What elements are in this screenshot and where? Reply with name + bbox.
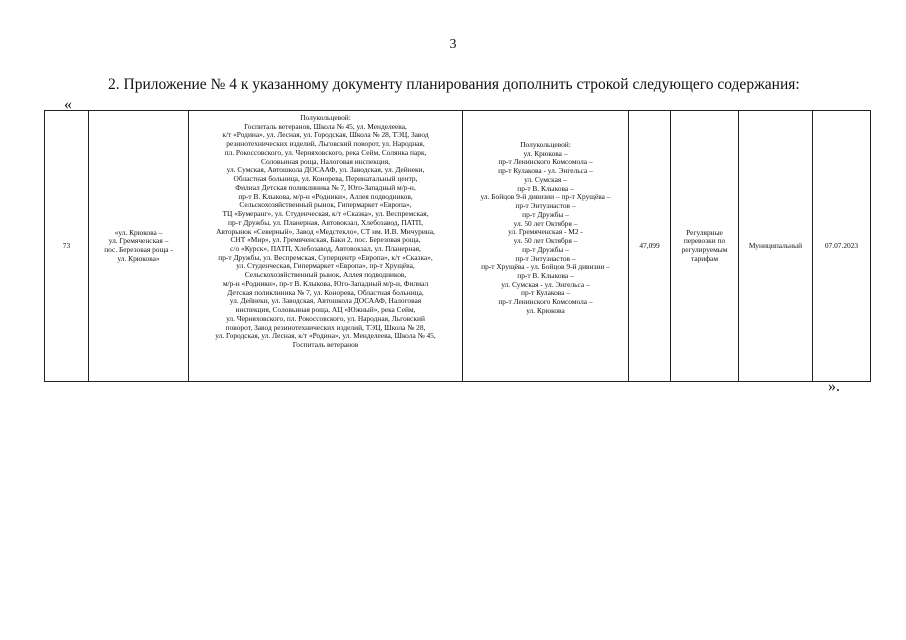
- transport-type-cell: [671, 111, 739, 382]
- stops-cell: [189, 111, 463, 382]
- table-row: [45, 111, 871, 382]
- route-number-cell: [45, 111, 89, 382]
- opening-quote-mark: «: [64, 96, 72, 113]
- route-level-cell: [739, 111, 813, 382]
- route-date: 07.07.2023: [824, 240, 859, 250]
- page-number: 3: [449, 37, 457, 52]
- route-date-cell: [813, 111, 871, 382]
- route-path-cell: [463, 111, 629, 382]
- stops-list: Полукольцевой: Госпиталь ветеранов, Школа № 45, ул. Менделеева, к/т «Родина», ул. Лесная, ул. Городская, Школа № 28, ТЭЦ, Завод резинотехнических изделий, Льговский поворот, ул. Народная, пл. Рокоссовского, ул. Черняховского, река Сейм, Солянка парк, Соловьиная роща, Налоговая инспекция, ул. Сумская, Автошкола ДОСААФ, ул. Заводская, ул. Дейнеки, Областная больница, ул. Конорева, Перинатальный центр, Филиал Детская поликлиника № 7, Юго-Западный м/р-н, пр-т В. Клыкова, м/р-н «Родники», Аллея подводников, Сельскохозяйственный рынок, Гипермаркет «Европа», ТЦ «Бумеранг», ул. Студенческая, к/т «Сказка», ул. Веспремская, пр-т Дружбы, ул. Планерная, Автовокзал, Хлебозавод, ПАТП, Авторынок «Северный», Завод «Медстекло», СТ им. И.В. Мичурина, СНТ «Мир», ул. Гремяченская, Баки 2, пос. Березовая роща, с/о «Курск», ПАТП, Хлебозавод, Автовокзал, ул. Планерная, пр-т Дружбы, ул. Веспремская, Суперцентр «Европа», к/т «Сказка», ул. Студенческая, Гипермаркет «Европа», пр-т Хрущёва, Сельскохозяйственный рынок, Аллея подводников, м/р-н «Родники», пр-т В. Клыкова, Юго-Западный м/р-н, Филиал Детская поликлиника № 7, ул. Конорева, Областная больница, ул. Дейнеки, ул. Заводская, Автошкола ДОСААФ, Налоговая инспекция, Соловьиная роща, АЦ «Южный», река Сейм, ул. Черняховского, пл. Рокоссовского, ул. Народная, Льговский поворот, Завод резинотехнических изделий, ТЭЦ, Школа № 28, ул. Городская, ул. Лесная, к/т «Родина», ул. Менделеева, Школа № 45, Госпиталь ветеранов: [215, 113, 436, 350]
- route-path: Полукольцевой: ул. Крюкова – пр-т Ленинского Комсомола – пр-т Кулакова - ул. Энгельса – ул. Сумская – пр-т В. Клыкова – ул. Бойцов 9-й дивизии – пр-т Хрущёва – пр-т Энтузиастов – пр-т Дружбы – ул. 50 лет Октября – ул. Гремяченская - М2 - ул. 50 лет Октября – пр-т Дружбы – пр-т Энтузиастов – пр-т Хрущёва - ул. Бойцов 9-й дивизии – пр-т В. Клыкова – ул. Сумская - ул. Энгельса – пр-т Кулакова – пр-т Ленинского Комсомола – ул. Крюкова: [480, 140, 611, 315]
- route-length: 47,099: [639, 240, 660, 250]
- closing-quote-mark: ».: [828, 378, 840, 395]
- route-name-cell: [89, 111, 189, 382]
- transport-type: Регулярные перевозки по регулируемым тарифам: [681, 227, 728, 263]
- route-number: 73: [62, 240, 71, 250]
- document-heading: 2. Приложение № 4 к указанному документу планирования дополнить строкой следующего содержания:: [108, 76, 800, 93]
- routes-table: [44, 110, 871, 382]
- route-name: «ул. Крюкова – ул. Гремяченская – пос. Березовая роща - ул. Крюкова»: [104, 227, 173, 263]
- route-length-cell: [629, 111, 671, 382]
- route-level: Муниципальный: [748, 240, 803, 250]
